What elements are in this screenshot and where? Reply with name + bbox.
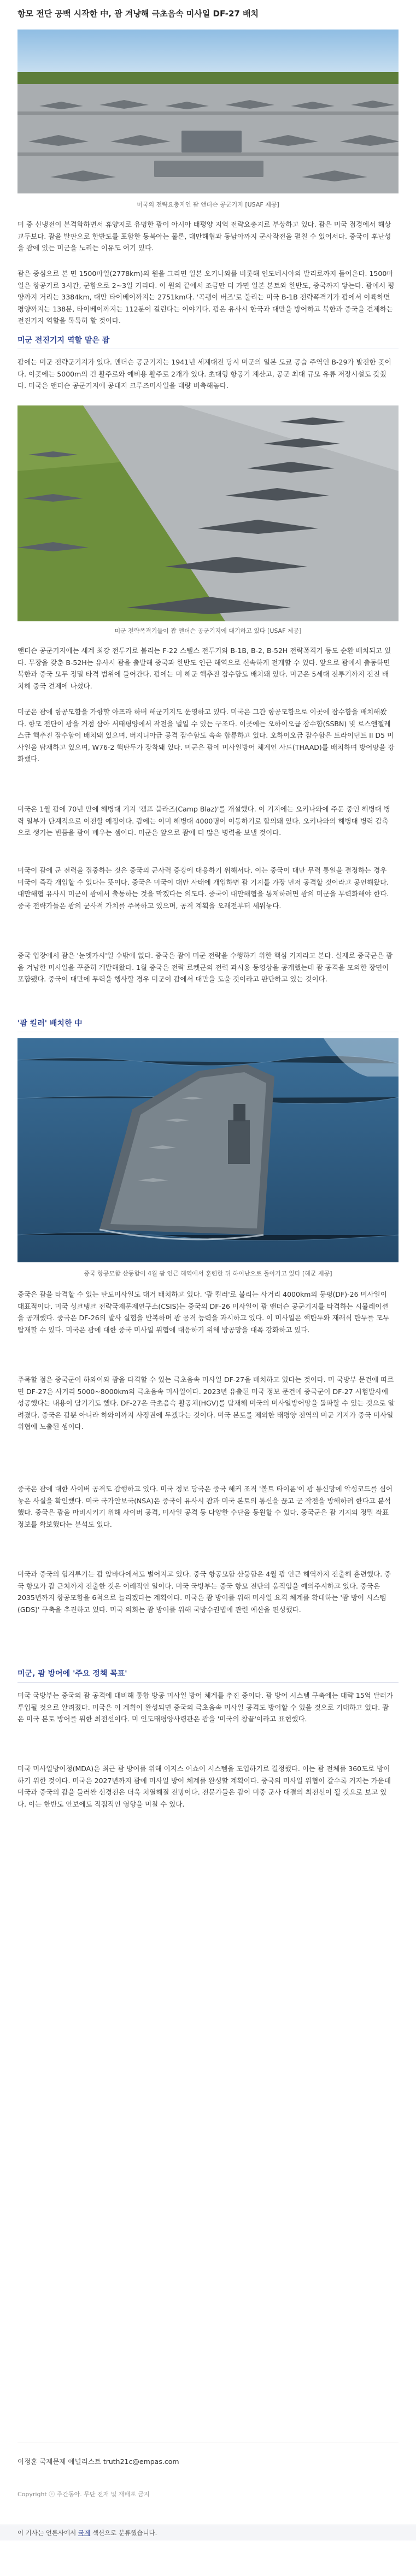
article-paragraph: 미국은 1월 괌에 70년 만에 해병대 기지 '캠프 블라즈(Camp Blaz)'를 개설했다. 이 기지에는 오키나와에 주둔 중인 해병대 병력 일부가 단계적으로 이전할 예정이다. 괌에는 이미 해병대 4000명이 이동하기로 합의돼 있다. 오키나와의 해병대 병력 감축으로 생기는 빈틈을 괌이 메우는 셈이다. 미군은 앞으로 괌에 더 많은 병력을 보낼 것이다. bbox=[17, 805, 390, 837]
carrier-photo-graphic bbox=[17, 1038, 399, 1262]
article-paragraph: 미국 미사일방어청(MDA)은 최근 괌 방어를 위해 이지스 어쇼어 시스템을 도입하기로 결정했다. 이는 괌 전체를 360도로 방어하기 위한 것이다. 미국은 2027년까지 괌에 미사일 방어 체계를 완성할 계획이다. 중국의 미사일 위협이 갈수록 커지는 가운데 미국과 중국의 괌을 둘러싼 신경전은 더욱 치열해질 전망이다. 전문가들은 괌이 미중 군사 대결의 최전선이 될 것으로 보고 있다. 이는 한반도 안보에도 직접적인 영향을 미칠 수 있다. bbox=[17, 1765, 391, 1808]
section-divider bbox=[17, 1682, 399, 1683]
article-paragraph: 미국과 중국의 힘겨루기는 괌 앞바다에서도 벌어지고 있다. 중국 항공모함 산둥함은 4월 괌 인근 해역까지 진출해 훈련했다. 중국 항모가 괌 근처까지 진출한 것은 이례적인 일이다. 미국 국방부는 중국 항모 전단의 움직임을 예의주시하고 있다. 중국은 2035년까지 항공모함을 6척으로 늘리겠다는 계획이다. 미국은 괌 방어를 위해 미사일 요격 체계를 확대하는 '괌 방어 시스템(GDS)' 구축을 추진하고 있다. 미국 의회는 괌 방어를 위해 국방수권법에 관련 예산을 편성했다. bbox=[17, 1570, 391, 1614]
section-heading: 미군 전진기지 역할 맡은 괌 bbox=[17, 336, 110, 345]
article-paragraph: 앤더슨 공군기지에는 세계 최강 전투기로 불리는 F-22 스텔스 전투기와 B-1B, B-2, B-52H 전략폭격기 등도 순환 배치되고 있다. 무장을 갖춘 B-52H는 유사시 괌을 출발해 중국과 한반도 인근 해역으로 신속하게 전개할 수 있다. 앞으로 괌에서 출동하면 북한과 중국 모두 정밀 타격 범위에 들어간다. 괌에는 미 해군 핵추진 잠수함도 배치돼 있다. 미군은 5세대 전투기까지 전진 배치해 중국 견제에 나섰다. bbox=[17, 646, 391, 690]
reporter-byline: 이정훈 국제문제 애널리스트 truth21c@empas.com bbox=[17, 2457, 179, 2466]
section-heading: '괌 킬러' 배치한 中 bbox=[17, 1019, 83, 1028]
section-classification-bar bbox=[0, 2525, 416, 2540]
section-link-international[interactable]: 국제 bbox=[78, 2529, 91, 2537]
article-paragraph: 중국은 괌에 대한 사이버 공격도 감행하고 있다. 미국 정보 당국은 중국 해커 조직 '볼트 타이푼'이 괌 통신망에 악성코드를 심어 놓은 사실을 확인했다. 미국 국가안보국(NSA)은 중국이 유사시 괌과 미국 본토의 통신을 끊고 군 작전을 방해하려 한다고 분석했다. 중국은 괌을 마비시키기 위해 사이버 공격, 미사일 공격 등 다양한 수단을 동원할 수 있다. 중국군은 괌 기지의 정밀 좌표 정보를 확보했다는 분석도 있다. bbox=[17, 1485, 393, 1528]
article-paragraph: 주목할 점은 중국군이 하와이와 괌을 타격할 수 있는 극초음속 미사일 DF-27을 배치하고 있다는 것이다. 미 국방부 문건에 따르면 DF-27은 사거리 5000~8000km의 극초음속 미사일이다. 2023년 유출된 미국 정보 문건에 중국군이 DF-27 시험발사에 성공했다는 내용이 담기기도 했다. DF-27은 극초음속 활공체(HGV)를 탑재해 미국의 미사일방어망을 돌파할 수 있는 것으로 알려졌다. 중국은 괌뿐 아니라 하와이까지 사정권에 두겠다는 것이다. 미국 본토를 제외한 태평양 전역의 미군 기지가 중국 미사일 위협에 노출된 셈이다. bbox=[17, 1375, 395, 1431]
copyright-notice: Copyright ⓒ 주간동아. 무단 전재 및 재배포 금지 bbox=[17, 2491, 150, 2498]
article-paragraph: 미국 국방부는 중국의 괌 공격에 대비해 통합 방공 미사일 방어 체계를 추진 중이다. 괌 방어 시스템 구축에는 대략 15억 달러가 투입될 것으로 알려졌다. 미국은 이 계획이 완성되면 중국의 극초음속 미사일 공격도 방어할 수 있을 것으로 기대하고 있다. 괌은 미국 본토 방어를 위한 최전선이다. 미 인도태평양사령관은 괌을 '미국의 창끝'이라고 표현했다. bbox=[17, 1691, 394, 1723]
article-paragraph: 미군은 괌에 항공모함을 가항할 아프라 하버 해군기지도 운영하고 있다. 미국은 그간 항공모함으로 이곳에 잠수함을 배치해왔다. 항모 전단이 괌을 거점 삼아 서태평양에서 작전을 벌일 수 있는 구조다. 이곳에는 오하이오급 잠수함(SSBN) 및 로스앤젤레스급 핵추진 잠수함이 배치돼 있으며, 버지니아급 공격 잠수함도 속속 합류하고 있다. 오하이오급 잠수함은 트라이던트 II D5 미사일을 탑재하고 있으며, W76-2 핵탄두가 장착돼 있다. 미군은 괌에 미사일방어 체계인 사드(THAAD)를 배치하며 방어망을 강화했다. bbox=[17, 708, 395, 763]
photo-caption: 중국 항공모함 산둥함이 4월 괌 인근 해역에서 훈련한 뒤 하이난으로 돌아가고 있다 [해군 제공] bbox=[84, 1270, 332, 1277]
airbase-photo-graphic bbox=[17, 30, 399, 193]
article-headline: 항모 전단 공백 시작한 中, 괌 겨냥해 극초음속 미사일 DF-27 배치 bbox=[17, 9, 259, 19]
photo-carrier bbox=[17, 1038, 399, 1262]
classification-suffix: 섹션으로 분류했습니다. bbox=[92, 2529, 157, 2537]
article-paragraph: 괌에는 미군 전략군기지가 있다. 앤더슨 공군기지는 1941년 세계대전 당시 미군의 일본 도쿄 공습 주역인 B-29가 발진한 곳이다. 이곳에는 5000m의 긴 활주로와 예비용 활주로 2개가 있다. 초대형 항공기 계산고, 공군 최대 규모 유류 저장시설도 갖췄다. 미국은 앤더슨 공군기지에 공대지 크루즈미사일을 대량 비축해놓다. bbox=[17, 358, 391, 390]
photo-andersen-base bbox=[17, 30, 399, 193]
article-paragraph: 미 중 신냉전이 본격화하면서 휴양지로 유명한 괌이 아시아 태평양 지역 전략요충지로 부상하고 있다. 괌은 미국 접경에서 해상 교두보다. 괌을 발판으로 한반도를 포함한 동북아는 물론, 대만해협과 동남아까지 군사작전을 펼칠 수 있어서다. 중국이 후난성을 괌에 있는 미군을 노리는 이유도 여기 있다. bbox=[17, 220, 391, 252]
article-paragraph: 중국은 괌을 타격할 수 있는 탄도미사일도 대거 배치하고 있다. '괌 킬러'로 불리는 사거리 4000km의 둥펑(DF)-26 미사일이 대표적이다. 미국 싱크탱크 전략국제문제연구소(CSIS)는 중국의 DF-26 미사일이 괌 앤더슨 공군기지를 타격하는 시뮬레이션을 공개했다. 중국은 DF-26의 발사 실험을 반복하며 괌 공격 능력을 과시하고 있다. 이 미사일은 핵탄두와 재래식 탄두를 모두 탑재할 수 있다. 미국은 괌에 대한 중국 미사일 위협에 대응하기 위해 방공망을 대폭 강화하고 있다. bbox=[17, 1290, 390, 1334]
article-paragraph: 중국 입장에서 괌은 '눈엣가시'일 수밖에 없다. 중국은 괌이 미군 전략을 수행하기 위한 핵심 기지라고 본다. 실제로 중국군은 괌을 겨냥한 미사일을 꾸준히 개발해왔다. 1월 중국은 전략 로켓군의 전력 과시용 동영상을 공개했는데 괌 공격을 모의한 장면이 포함됐다. 중국이 대만에 무력을 행사할 경우 미군이 괌에서 대만을 도울 것이라고 판단하고 있는 것이다. bbox=[17, 951, 393, 983]
bombers-photo-graphic bbox=[17, 405, 399, 621]
article-paragraph: 미국이 괌에 군 전력을 집중하는 것은 중국의 군사력 증강에 대응하기 위해서다. 이는 중국이 대만 무력 통일을 결정하는 경우 미국이 즉각 개입할 수 있다는 뜻이다. 중국은 미국이 대만 사태에 개입하면 괌 기지를 가장 먼저 공격할 것이라고 공언해왔다. 대만해협 유사시 미군이 괌에서 출동하는 것을 막겠다는 의도다. 중국이 대만해협을 통제하려면 괌의 미군을 무력화해야 한다. 중국 전략가들은 괌의 군사적 가치를 주목하고 있으며, 공격 계획을 오래전부터 세워놓다. bbox=[17, 866, 389, 910]
photo-caption: 미국의 전략요충지인 괌 앤더슨 공군기지 [USAF 제공] bbox=[137, 201, 279, 208]
classification-prefix: 이 기사는 언론사에서 bbox=[17, 2529, 77, 2537]
section-heading: 미군, 괌 방어에 '주요 정책 목표' bbox=[17, 1669, 127, 1678]
photo-caption: 미군 전략폭격기들이 괌 앤더슨 공군기지에 대기하고 있다 [USAF 제공] bbox=[114, 627, 302, 634]
photo-bombers bbox=[17, 405, 399, 621]
article-paragraph: 괌은 중심으로 본 면 1500마일(2778km)의 원을 그리면 일본 오키나와를 비롯해 인도네시아의 발리로까지 들어온다. 1500마일은 항공기로 3시간, 군함으로 2~3일 거리다. 이 원의 끝에서 조금만 더 가면 일본 본토와 한반도, 중국까지 닿는다. 괌에서 평양까지 거리는 3384km, 대만 타이베이까지는 2751km다. '곡괭이 버즈'로 불리는 미국 B-1B 전략폭격기가 괌에서 이륙하면 평양까지는 138분, 타이베이까지는 112분이 걸린다는 이야기다. 괌은 유사시 한국과 대만을 방어하고 북한과 중국을 견제하는 전진기지 역할을 톡톡히 할 것이다. bbox=[17, 269, 395, 325]
